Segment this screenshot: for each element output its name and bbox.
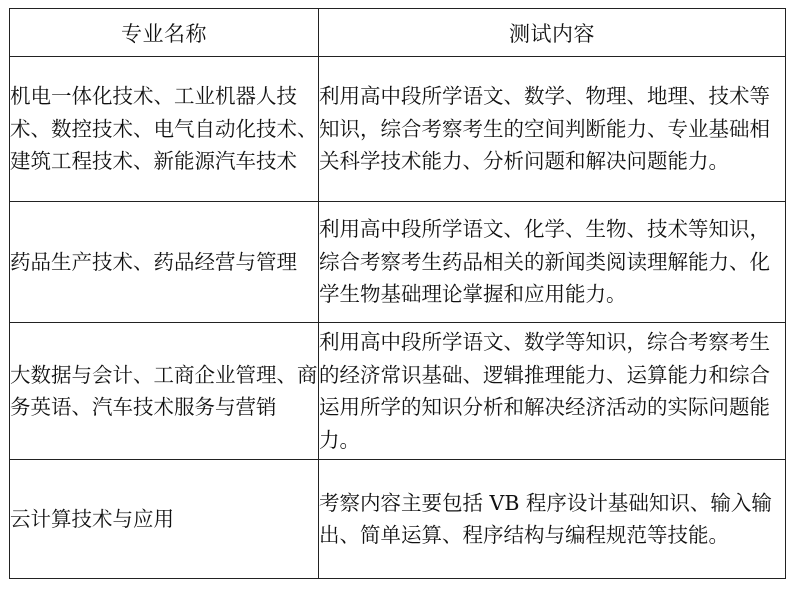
header-test-content: 测试内容 [319, 9, 786, 57]
test-content-cell: 考察内容主要包括 VB 程序设计基础知识、输入输出、简单运算、程序结构与编程规范等技能。 [319, 460, 786, 579]
table-row [10, 57, 786, 202]
table-row [10, 202, 786, 323]
major-test-content-table [9, 8, 786, 579]
test-content-cell: 利用高中段所学语文、化学、生物、技术等知识，综合考察考生药品相关的新闻类阅读理解能力、化学生物基础理论掌握和应用能力。 [319, 202, 786, 323]
major-name-cell: 云计算技术与应用 [10, 460, 319, 579]
major-name-cell: 药品生产技术、药品经营与管理 [10, 202, 319, 323]
major-name-cell: 机电一体化技术、工业机器人技术、数控技术、电气自动化技术、建筑工程技术、新能源汽车技术 [10, 57, 319, 202]
table-header-row [10, 9, 786, 57]
test-content-cell: 利用高中段所学语文、数学等知识，综合考察考生的经济常识基础、逻辑推理能力、运算能力和综合运用所学的知识分析和解决经济活动的实际问题能力。 [319, 323, 786, 460]
test-content-cell: 利用高中段所学语文、数学、物理、地理、技术等知识，综合考察考生的空间判断能力、专业基础相关科学技术能力、分析问题和解决问题能力。 [319, 57, 786, 202]
major-name-cell: 大数据与会计、工商企业管理、商务英语、汽车技术服务与营销 [10, 323, 319, 460]
table-row [10, 323, 786, 460]
table-row [10, 460, 786, 579]
header-major-name: 专业名称 [10, 9, 319, 57]
